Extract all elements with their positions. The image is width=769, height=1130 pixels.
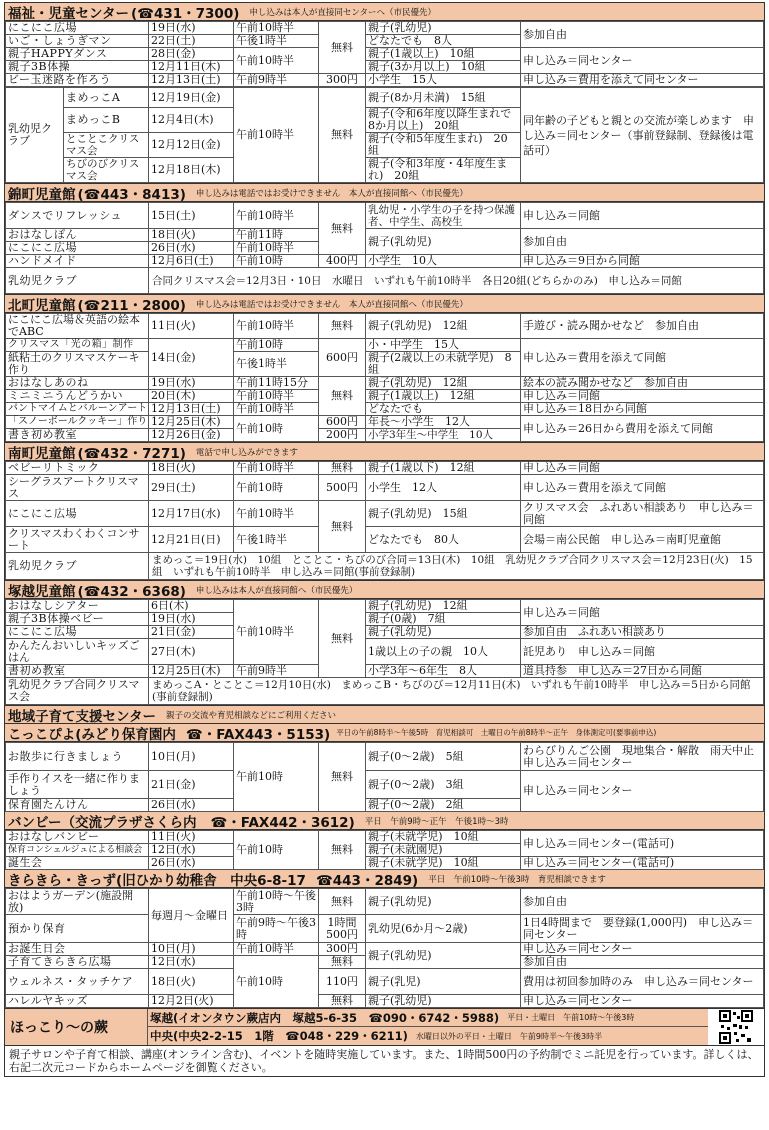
section-nishiki — [4, 183, 765, 294]
table-row: おはなしぽん 18日(火) 午前11時 親子(乳幼児) 参加自由 — [6, 229, 764, 242]
section-header — [5, 581, 764, 599]
section-title: 地域子育て支援センター — [8, 708, 156, 725]
section-note: 申し込みは本人が直接同館へ（市民優先） — [195, 585, 358, 596]
table-row: 乳幼児クラブ まめっこ＝19日(水) 10組 とことこ・ちびのび合同＝13日(木) 10組 乳幼児クラブ合同クリスマス会＝12月23日(火) 15組 いずれも午前10時半 申し込み＝同館(事前登録制) — [6, 553, 764, 580]
section-header — [5, 3, 764, 21]
table-row: ベビーリトミック 18日(火) 午前10時半 無料 親子(1歳以下) 12組 申し込み＝同館 — [6, 462, 764, 475]
section-note: 電話で申し込みができます — [195, 447, 298, 458]
table-row: にこにこ広場 12月17日(水) 午前10時半 無料 親子(乳幼児) 15組 クリスマス会 ふれあい相談あり 申し込み＝同館 — [6, 501, 764, 527]
table-row: にこにこ広場＆英語の絵本でABC 11日(火) 午前10時半 無料 親子(乳幼児) 12組 手遊び・読み聞かせなど 参加自由 — [6, 314, 764, 339]
table-row: おはなしシアター 6日(木) 午前10時半 無料 親子(乳幼児) 12組 申し込み＝同館 — [6, 600, 764, 613]
section-kitamachi — [4, 294, 765, 442]
table-row: ハンドメイド 12月6日(土) 午前10時 400円 小学生 10人 申し込み＝9日から同館 — [6, 255, 764, 268]
section-header — [5, 443, 764, 461]
table-row: 手作りイスを一緒に作りましょう 21日(金) 親子(0～2歳) 3組 申し込み＝同センター — [6, 771, 764, 799]
table-row: 保育園たんけん 26日(水) 親子(0～2歳) 2組 — [6, 799, 764, 812]
section-tel: (☎431・7300) — [130, 5, 240, 22]
section-header — [5, 706, 764, 724]
table-row: ちびのびクリスマス会 12月18日(木) 親子(令和3年度・4年度生まれ) 20組 — [6, 158, 764, 183]
club-table — [5, 87, 764, 183]
table-row: にこにこ広場 26日(水) 午前10時半 — [6, 242, 764, 255]
table-row: 紙粘土のクリスマスケーキ作り 午後1時半 親子(2歳以上の未就学児) 8組 — [6, 352, 764, 377]
table-row: シーグラスアートクリスマス 29日(土) 午前10時 500円 小学生 12人 申し込み＝費用を添えて同館 — [6, 475, 764, 501]
subsection-header: きらきら・きっず(旧ひかり幼稚舎 中央6-8-17 ☎443・2849) 平日 午前10時～午後3時 育児相談できます — [5, 870, 764, 888]
section-title: 北町児童館 — [8, 297, 76, 314]
hokkori-label: ほっこり～の蕨 — [5, 1009, 148, 1045]
event-table — [5, 202, 764, 294]
table-row: 誕生会 26日(水) 親子(未就学児) 10組 申し込み＝同センター(電話可) — [6, 857, 764, 870]
event-table — [5, 461, 764, 580]
section-title: 錦町児童館 — [8, 186, 76, 203]
table-row: 保育コンシェルジュによる相談会 12日(水) 親子(未就園児) — [6, 844, 764, 857]
table-row: おはなしあのね 19日(水) 午前11時15分 無料 親子(乳幼児) 12組 絵本の読み聞かせなど 参加自由 — [6, 377, 764, 390]
event-table — [5, 21, 764, 87]
table-row: ウェルネス・タッチケア 18日(火) 110円 親子(乳児) 費用は初回参加時のみ 申し込み＝同センター — [6, 969, 764, 995]
table-row: いご・しょうぎマン 22日(土) 午後1時半 どなたでも 8人 — [6, 35, 764, 48]
section-title: 塚越児童館 — [8, 583, 76, 600]
table-row: 書初め教室 12月25日(木) 午前9時半 小学3年～6年生 8人 道具持参 申し込み＝27日から同館 — [6, 665, 764, 678]
table-row: ミニミニうんどうかい 20日(木) 午前10時半 親子(1歳以上) 12組 申し込み＝同館 — [6, 390, 764, 403]
table-row: 親子HAPPYダンス 28日(金) 午前10時半 親子(1歳以上) 10組 申し込み＝同センター — [6, 48, 764, 61]
table-row: 乳幼児クラブ 合同クリスマス会＝12月3日・10日 水曜日 いずれも午前10時半 各日20組(どちらかのみ) 申し込み＝同館 — [6, 268, 764, 294]
table-row: まめっこB 12月4日(木) 親子(令和6年度以降生まれで8か月以上) 20組 — [6, 108, 764, 133]
event-table — [5, 742, 764, 812]
table-row: おはようガーデン(施設開放) 毎週月～金曜日 午前10時～午後3時 無料 親子(乳幼児) 参加自由 — [6, 889, 764, 915]
section-note: 申し込みは電話ではお受けできません 本人が直接同館へ（市民優先） — [195, 188, 468, 199]
table-row: にこにこ広場 21日(金) 親子(乳幼児) 参加自由 ふれあい相談あり — [6, 626, 764, 639]
table-row: 書き初め教室 12月26日(金) 200円 小学3年生～中学生 10人 — [6, 429, 764, 442]
footer-note: 親子サロンや子育て相談、講座(オンライン含む)、イベントを随時実施しています。また、1時間500円の予約制でミニ託児を行っています。詳しくは、右記二次元コードからホームページを御覧ください。 — [4, 1045, 765, 1077]
section-note: 申し込みは電話ではお受けできません 本人が直接同館へ（市民優先） — [195, 299, 468, 310]
section-tel: (☎432・6368) — [77, 583, 186, 600]
table-row: お誕生日会 10日(月) 午前10時半 300円 親子(乳幼児) 申し込み＝同センター — [6, 943, 764, 956]
section-minamimachi — [4, 442, 765, 580]
section-tsukagoshi — [4, 580, 765, 705]
table-row: ハレルヤキッズ 12月2日(火) 無料 親子(乳幼児) 申し込み＝同センター — [6, 995, 764, 1008]
event-table — [5, 830, 764, 870]
subsection-header: バンビー（交流プラザさくら内 ☎・FAX442・3612) 平日 午前9時～正午 午後1時～3時 — [5, 812, 764, 830]
section-chiiki — [4, 705, 765, 1008]
table-row: ビー玉迷路を作ろう 12月13日(土) 午前9時半 300円 小学生 15人 申し込み＝費用を添えて同センター — [6, 74, 764, 87]
section-note: 親子の交流や育児相談などにご利用ください — [165, 710, 336, 721]
table-row: 子育てきらきら広場 12日(水) 午前10時 無料 参加自由 — [6, 956, 764, 969]
table-row: 乳幼児クラブ合同クリスマス会 まめっこA・とことこ＝12月10日(水) まめっこB・ちびのび＝12月11日(木) いずれも午前10時半 申し込み＝5日から同館(事前登録制) — [6, 678, 764, 705]
section-title: 福祉・児童センター — [8, 5, 129, 22]
section-tel: (☎432・7271) — [77, 445, 186, 462]
section-header — [5, 295, 764, 313]
table-row: パントマイムとバルーンアート 12月13日(土) 午前10時半 どなたでも 申し込み＝18日から同館 — [6, 403, 764, 416]
table-row: 「スノーボールクッキー」作り 12月25日(木) 午前10時 600円 年長～小学生 12人 申し込み＝26日から費用を添えて同館 — [6, 416, 764, 429]
section-title: 南町児童館 — [8, 445, 76, 462]
table-row: 親子3B体操ベビー 19日(水) 親子(0歳) 7組 — [6, 613, 764, 626]
table-row: クリスマスわくわくコンサート 12月21日(日) 午後1時半 どなたでも 80人 会場＝南公民館 申し込み＝南町児童館 — [6, 527, 764, 553]
subsection-header: こっこぴよ(みどり保育園内 ☎・FAX443・5153) 平日の午前8時半～午後5時 育児相談可 土曜日の午前8時半～正午 身体測定可(要事前申込) — [5, 724, 764, 742]
table-row: 預かり保育 午前9時～午後3時 1時間500円 乳幼児(6か月～2歳) 1日4時間まで 要登録(1,000円) 申し込み＝同センター — [6, 915, 764, 943]
table-row: クリスマス「光の箱」制作 14日(金) 午前10時 600円 小・中学生 15人 申し込み＝費用を添えて同館 — [6, 339, 764, 352]
event-table — [5, 888, 764, 1008]
section-tel: (☎211・2800) — [77, 297, 186, 314]
section-header — [5, 184, 764, 202]
qr-code-icon[interactable] — [708, 1009, 764, 1045]
event-table — [5, 313, 764, 442]
section-fukushi — [4, 2, 765, 183]
table-row: 親子3B体操 12月11日(木) 親子(3か月以上) 10組 — [6, 61, 764, 74]
section-note: 申し込みは本人が直接同センターへ（市民優先） — [249, 7, 437, 18]
table-row: かんたんおいしいキッズごはん 27日(木) 1歳以上の子の親 10人 託児あり 申し込み＝同館 — [6, 639, 764, 665]
table-row: おはなしバンビー 11日(火) 午前10時 無料 親子(未就学児) 10組 申し込み＝同センター(電話可) — [6, 831, 764, 844]
section-tel: (☎443・8413) — [77, 186, 186, 203]
event-table — [5, 599, 764, 705]
table-row: にこにこ広場 19日(水) 午前10時半 無料 親子(乳幼児) 参加自由 — [6, 22, 764, 35]
hokkori-block: ほっこり～の蕨 塚越(イオンタウン蕨店内 塚越5-6-35 ☎090・6742・5988) 平日・土曜日 午前10時～午後3時 中央(中央2-2-15 1階 ☎048・229・6211) 水曜日以外の平日・土曜日 午前9時半～午後3時半 — [4, 1008, 765, 1045]
table-row: とことこクリスマス会 12月12日(金) 親子(令和5年度生まれ) 20組 — [6, 133, 764, 158]
table-row: 乳幼児クラブ まめっこA 12月19日(金) 午前10時半 無料 親子(8か月未満) 15組 同年齢の子どもと親との交流が楽しめます 申し込み＝同センター（事前登録制、登録後は電話可） — [6, 88, 764, 108]
table-row: お散歩に行きましょう 10日(月) 午前10時 無料 親子(0～2歳) 5組 わらびりんご公園 現地集合・解散 雨天中止 申し込み＝同センター — [6, 743, 764, 771]
table-row: ダンスでリフレッシュ 15日(土) 午前10時半 無料 乳幼児・小学生の子を持つ保護者、中学生、高校生 申し込み＝同館 — [6, 203, 764, 229]
